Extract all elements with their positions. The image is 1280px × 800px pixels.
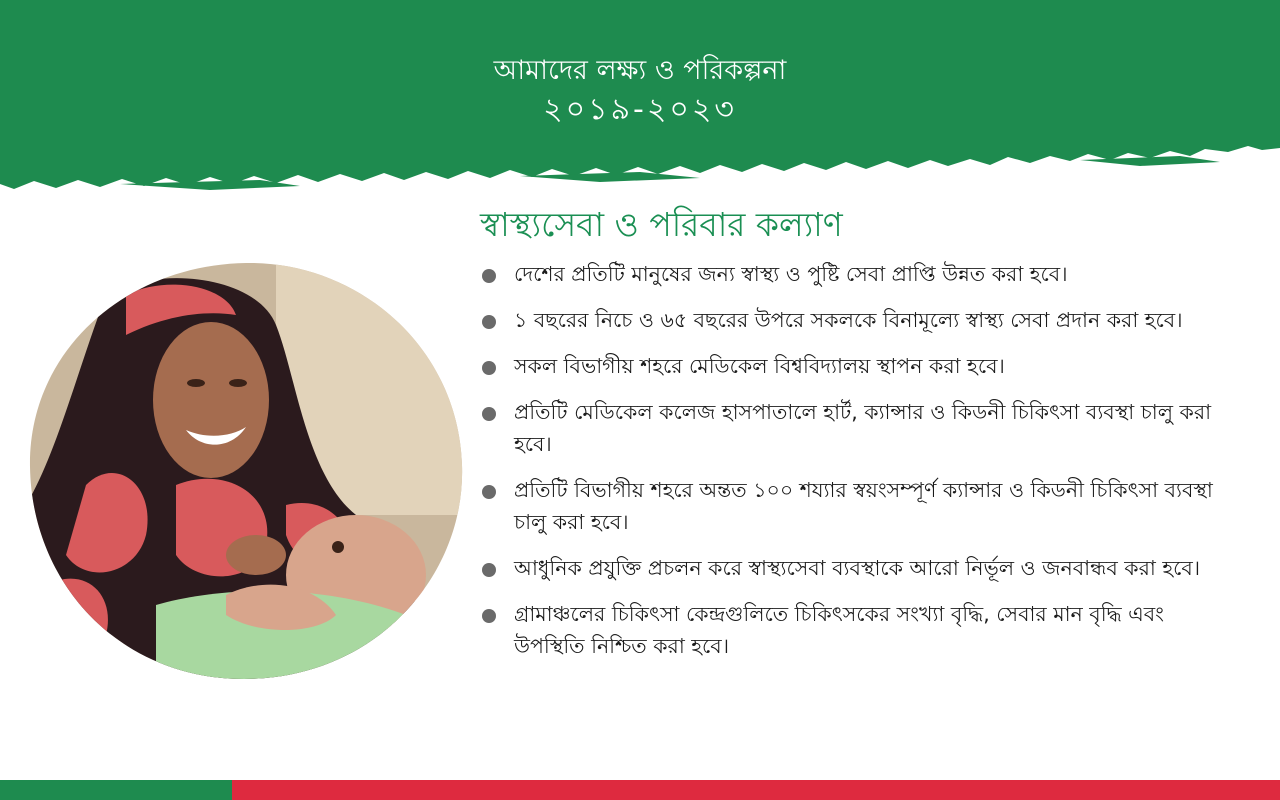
- list-item: [478, 552, 1238, 584]
- footer-stripe-green: [0, 780, 232, 800]
- list-item: [478, 598, 1238, 662]
- list-item-text: গ্রামাঞ্চলের চিকিৎসা কেন্দ্রগুলিতে চিকিৎসকের সংখ্যা বৃদ্ধি, সেবার মান বৃদ্ধি এবং উপস্থিতি নিশ্চিত করা হবে।: [514, 602, 1164, 658]
- mother-infant-photo: [26, 255, 466, 685]
- list-item: [478, 396, 1238, 460]
- header-title-block: [0, 52, 1280, 130]
- page-title: আমাদের লক্ষ্য ও পরিকল্পনা: [493, 55, 787, 86]
- list-item: [478, 474, 1238, 538]
- list-item-text: আধুনিক প্রযুক্তি প্রচলন করে স্বাস্থ্যসেবা ব্যবস্থাকে আরো নির্ভূল ও জনবান্ধব করা হবে।: [514, 556, 1201, 580]
- list-item-text: ১ বছরের নিচে ও ৬৫ বছরের উপরে সকলকে বিনামূল্যে স্বাস্থ্য সেবা প্রদান করা হবে।: [514, 308, 1183, 332]
- list-item-text: সকল বিভাগীয় শহরে মেডিকেল বিশ্ববিদ্যালয় স্থাপন করা হবে।: [514, 354, 1005, 378]
- footer-stripe-red: [232, 780, 1280, 800]
- bullet-icon: [482, 609, 496, 623]
- bullet-icon: [482, 485, 496, 499]
- section-heading: স্বাস্থ্যসেবা ও পরিবার কল্যাণ: [480, 205, 843, 244]
- page-years: ২০১৯-২০২৩: [543, 92, 737, 127]
- list-item-text: দেশের প্রতিটি মানুষের জন্য স্বাস্থ্য ও পুষ্টি সেবা প্রাপ্তি উন্নত করা হবে।: [514, 262, 1068, 286]
- list-item-text: প্রতিটি মেডিকেল কলেজ হাসপাতালে হার্ট, ক্যান্সার ও কিডনী চিকিৎসা ব্যবস্থা চালু করা হবে।: [514, 400, 1212, 456]
- bullet-icon: [482, 315, 496, 329]
- bullet-icon: [482, 407, 496, 421]
- bullet-icon: [482, 269, 496, 283]
- bullet-icon: [482, 563, 496, 577]
- header-band: [0, 0, 1280, 200]
- goals-list: [478, 258, 1238, 676]
- list-item: [478, 304, 1238, 336]
- list-item: [478, 258, 1238, 290]
- list-item: [478, 350, 1238, 382]
- bullet-icon: [482, 361, 496, 375]
- list-item-text: প্রতিটি বিভাগীয় শহরে অন্তত ১০০ শয্যার স্বয়ংসম্পূর্ণ ক্যান্সার ও কিডনী চিকিৎসা ব্যবস্থা চালু করা হবে।: [514, 478, 1213, 534]
